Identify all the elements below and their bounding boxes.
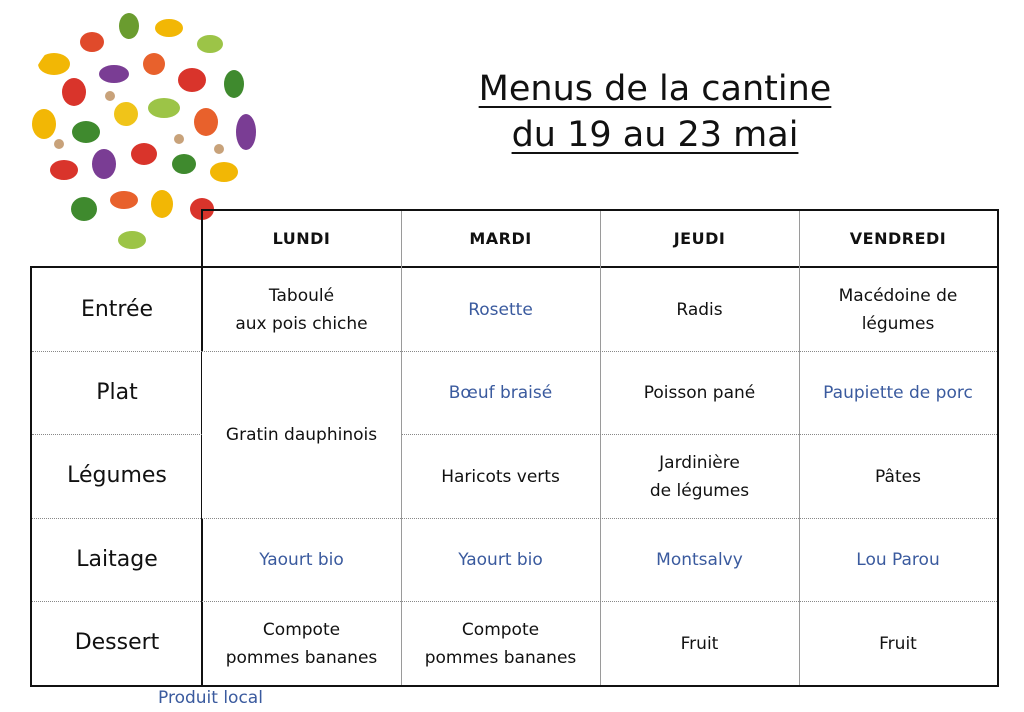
lundi-plat-legumes: Gratin dauphinois (202, 352, 401, 518)
row-label-entree: Entrée (80, 296, 154, 322)
lundi-entree (202, 268, 401, 351)
title-line-1: Menus de la cantine (478, 69, 832, 109)
vendredi-plat: Paupiette de porc (823, 383, 973, 403)
vendredi-entree-line-2: légumes (861, 313, 935, 334)
jeudi-dessert: Fruit (680, 633, 719, 654)
row-label-laitage: Laitage (76, 546, 158, 572)
jeudi-laitage: Montsalvy (656, 550, 743, 570)
vendredi-dessert: Fruit (879, 633, 917, 654)
jeudi-legumes-line-1: Jardinière (659, 452, 740, 473)
header-jeudi: JEUDI (673, 228, 726, 248)
row-label-plat: Plat (96, 379, 138, 405)
jeudi-plat: Poisson pané (643, 383, 756, 403)
lundi-laitage: Yaourt bio (259, 550, 344, 570)
vendredi-entree (799, 268, 997, 351)
vendredi-laitage: Lou Parou (856, 550, 940, 570)
vendredi-legumes: Pâtes (875, 466, 921, 487)
page-title (440, 66, 870, 158)
legend-local-product: Produit local (158, 688, 263, 708)
mardi-dessert-line-2: pommes bananes (424, 647, 577, 668)
jeudi-entree: Radis (676, 299, 723, 320)
row-label-dessert: Dessert (74, 630, 160, 655)
row-label-legumes: Légumes (67, 463, 167, 488)
mardi-dessert (401, 602, 600, 685)
title-line-2: du 19 au 23 mai (511, 115, 799, 155)
header-lundi: LUNDI (272, 228, 331, 248)
mardi-dessert-line-1: Compote (461, 619, 540, 640)
mardi-entree: Rosette (468, 299, 533, 320)
lundi-entree-line-1: Taboulé (268, 285, 335, 306)
vendredi-entree-line-1: Macédoine de (838, 285, 958, 306)
mardi-plat: Bœuf braisé (448, 383, 553, 403)
lundi-dessert (202, 602, 401, 685)
lundi-dessert-line-1: Compote (262, 619, 341, 640)
lundi-dessert-line-2: pommes bananes (225, 647, 378, 668)
header-vendredi: VENDREDI (849, 228, 947, 248)
jeudi-legumes-line-2: de légumes (649, 480, 750, 501)
lundi-entree-line-2: aux pois chiche (235, 313, 368, 334)
header-mardi: MARDI (469, 228, 532, 248)
mardi-laitage: Yaourt bio (458, 550, 543, 570)
mardi-legumes: Haricots verts (441, 466, 560, 487)
jeudi-legumes (600, 435, 799, 518)
